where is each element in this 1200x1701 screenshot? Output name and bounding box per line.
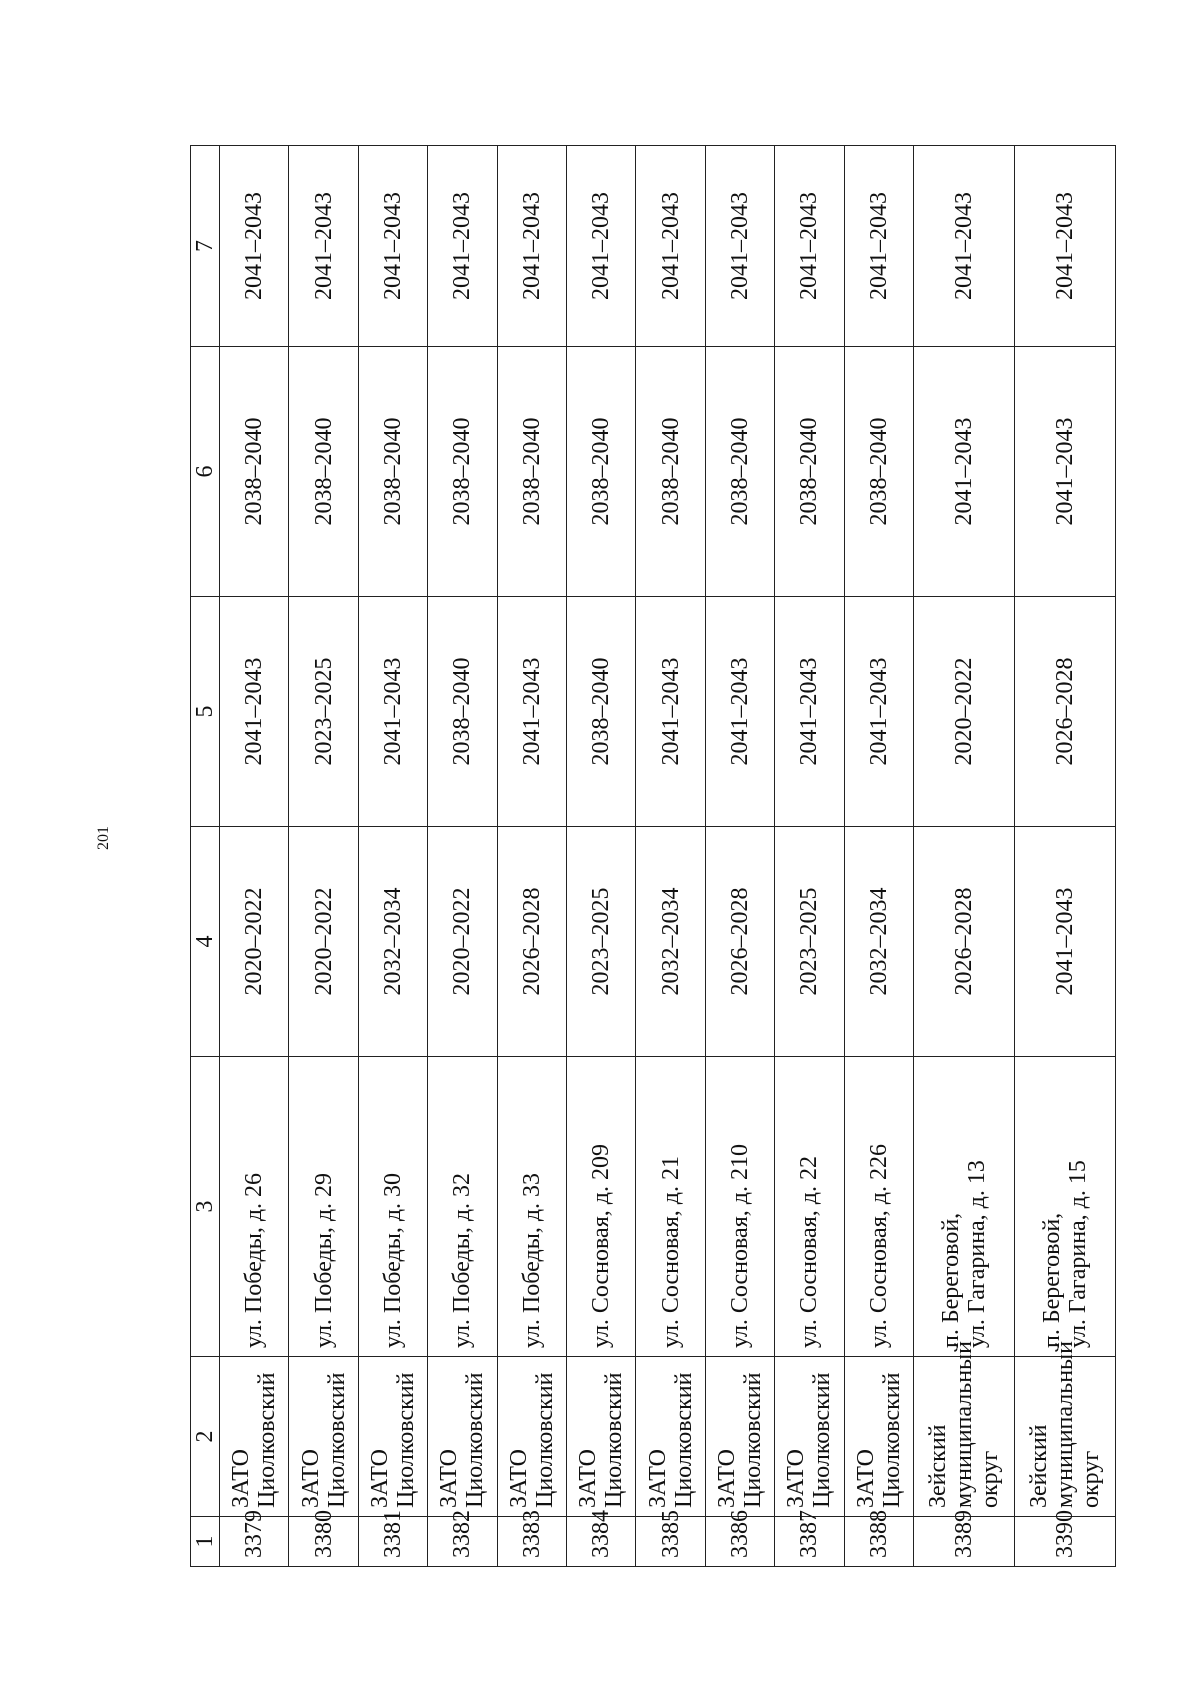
period-cell-text: 2041–2043 — [1051, 887, 1078, 996]
row-number-text: 3379 — [241, 1510, 268, 1558]
period-cell — [497, 146, 566, 347]
period-cell-text: 2020–2022 — [241, 887, 268, 996]
table-row — [428, 146, 497, 1567]
period-cell — [289, 827, 358, 1057]
row-number-text: 3390 — [1051, 1510, 1078, 1558]
page-number: 201 — [95, 826, 112, 850]
district-cell-text: ЗАТО Циолковский — [228, 1372, 281, 1508]
address-cell-text: п. Береговой, ул. Гагарина, д. 13 — [937, 1160, 990, 1348]
row-number-text: 3388 — [865, 1510, 892, 1558]
period-cell — [913, 597, 1014, 827]
district-cell — [1014, 1340, 1115, 1517]
row-number-text: 3385 — [657, 1510, 684, 1558]
address-cell-text: ул. Победы, д. 29 — [310, 1172, 337, 1348]
period-cell — [220, 347, 289, 597]
row-number-text: 3380 — [310, 1510, 337, 1558]
column-header: 1 — [191, 1517, 220, 1567]
period-cell-text: 2038–2040 — [379, 417, 406, 526]
period-cell-text: 2038–2040 — [726, 417, 753, 526]
district-cell-text: Зейский муниципальный округ — [924, 1340, 1003, 1508]
period-cell — [913, 347, 1014, 597]
row-number — [636, 1510, 705, 1567]
district-cell-text: ЗАТО Циолковский — [575, 1372, 628, 1508]
address-cell-text: ул. Сосновая, д. 21 — [657, 1156, 684, 1348]
column-header: 4 — [191, 827, 220, 1057]
address-cell — [913, 1057, 1014, 1357]
period-cell — [636, 347, 705, 597]
period-cell-text: 2026–2028 — [1051, 657, 1078, 766]
district-cell — [705, 1357, 774, 1517]
period-cell — [775, 347, 844, 597]
district-cell-text: ЗАТО Циолковский — [505, 1372, 558, 1508]
address-cell — [1014, 1057, 1115, 1357]
address-cell — [844, 1057, 913, 1357]
district-cell — [220, 1357, 289, 1517]
address-cell-text: ул. Сосновая, д. 22 — [796, 1156, 823, 1348]
district-cell-text: ЗАТО Циолковский — [783, 1372, 836, 1508]
period-cell — [844, 597, 913, 827]
schedule-table — [190, 145, 1116, 1567]
address-cell — [636, 1057, 705, 1357]
table-row — [705, 146, 774, 1567]
period-cell-text: 2032–2034 — [657, 887, 684, 996]
period-cell-text: 2041–2043 — [865, 657, 892, 766]
period-cell — [566, 827, 635, 1057]
district-cell — [497, 1357, 566, 1517]
period-cell-text: 2041–2043 — [796, 657, 823, 766]
district-cell — [566, 1357, 635, 1517]
period-cell-text: 2041–2043 — [588, 192, 615, 300]
row-number-text: 3386 — [726, 1510, 753, 1558]
address-cell-text: ул. Сосновая, д. 226 — [865, 1144, 892, 1348]
period-cell — [844, 146, 913, 347]
period-cell — [566, 597, 635, 827]
period-cell — [220, 146, 289, 347]
period-cell-text: 2038–2040 — [588, 417, 615, 526]
period-cell — [497, 827, 566, 1057]
period-cell-text: 2041–2043 — [1051, 192, 1078, 300]
district-cell — [428, 1357, 497, 1517]
table-row — [775, 146, 844, 1567]
period-cell-text: 2041–2043 — [241, 657, 268, 766]
table-row — [1014, 146, 1115, 1567]
period-cell-text: 2041–2043 — [726, 657, 753, 766]
period-cell — [913, 146, 1014, 347]
period-cell-text: 2041–2043 — [310, 192, 337, 300]
row-number — [497, 1510, 566, 1567]
period-cell — [497, 347, 566, 597]
row-number-text: 3389 — [950, 1510, 977, 1558]
period-cell-text: 2038–2040 — [865, 417, 892, 526]
row-number — [705, 1510, 774, 1567]
period-cell-text: 2038–2040 — [449, 417, 476, 526]
column-header: 2 — [191, 1357, 220, 1517]
table-row — [636, 146, 705, 1567]
row-number-text: 3387 — [796, 1510, 823, 1558]
period-cell-text: 2026–2028 — [518, 887, 545, 996]
period-cell — [1014, 597, 1115, 827]
period-cell-text: 2038–2040 — [657, 417, 684, 526]
period-cell — [358, 597, 427, 827]
column-header: 6 — [191, 347, 220, 597]
district-cell — [913, 1340, 1014, 1517]
period-cell — [913, 827, 1014, 1057]
address-cell — [428, 1057, 497, 1357]
period-cell — [705, 597, 774, 827]
address-cell — [358, 1057, 427, 1357]
period-cell — [1014, 347, 1115, 597]
period-cell-text: 2026–2028 — [726, 887, 753, 996]
row-number — [289, 1510, 358, 1567]
schedule-table-container — [190, 146, 1116, 1567]
period-cell — [428, 827, 497, 1057]
address-cell — [289, 1057, 358, 1357]
period-cell-text: 2038–2040 — [796, 417, 823, 526]
period-cell — [844, 347, 913, 597]
address-cell — [705, 1057, 774, 1357]
period-cell-text: 2020–2022 — [950, 657, 977, 766]
period-cell-text: 2041–2043 — [1051, 417, 1078, 526]
column-header: 7 — [191, 146, 220, 347]
district-cell-text: ЗАТО Циолковский — [436, 1372, 489, 1508]
period-cell-text: 2038–2040 — [310, 417, 337, 526]
period-cell — [775, 146, 844, 347]
column-header: 5 — [191, 597, 220, 827]
district-cell — [289, 1357, 358, 1517]
period-cell — [705, 827, 774, 1057]
row-number — [358, 1510, 427, 1567]
district-cell-text: ЗАТО Циолковский — [366, 1372, 419, 1508]
period-cell-text: 2041–2043 — [657, 657, 684, 766]
period-cell — [358, 347, 427, 597]
table-row — [844, 146, 913, 1567]
row-number — [844, 1510, 913, 1567]
period-cell — [636, 146, 705, 347]
period-cell-text: 2020–2022 — [449, 887, 476, 996]
period-cell — [566, 347, 635, 597]
address-cell — [775, 1057, 844, 1357]
period-cell-text: 2041–2043 — [726, 192, 753, 300]
row-number-text: 3382 — [449, 1510, 476, 1558]
period-cell-text: 2038–2040 — [449, 657, 476, 766]
row-number — [566, 1510, 635, 1567]
period-cell-text: 2041–2043 — [518, 657, 545, 766]
period-cell — [1014, 146, 1115, 347]
district-cell-text: ЗАТО Циолковский — [297, 1372, 350, 1508]
district-cell — [775, 1357, 844, 1517]
period-cell — [844, 827, 913, 1057]
period-cell — [775, 597, 844, 827]
period-cell — [566, 146, 635, 347]
header-row — [191, 146, 220, 1567]
row-number-text: 3383 — [518, 1510, 545, 1558]
period-cell — [497, 597, 566, 827]
row-number — [428, 1510, 497, 1567]
district-cell-text: ЗАТО Циолковский — [852, 1372, 905, 1508]
period-cell-text: 2038–2040 — [588, 657, 615, 766]
period-cell — [289, 347, 358, 597]
period-cell — [220, 597, 289, 827]
row-number — [220, 1510, 289, 1567]
period-cell-text: 2032–2034 — [865, 887, 892, 996]
table-body — [220, 146, 1116, 1567]
address-cell — [566, 1057, 635, 1357]
district-cell-text: ЗАТО Циолковский — [713, 1372, 766, 1508]
table-row — [566, 146, 635, 1567]
period-cell — [636, 827, 705, 1057]
period-cell-text: 2038–2040 — [241, 417, 268, 526]
period-cell — [428, 597, 497, 827]
period-cell-text: 2023–2025 — [588, 887, 615, 996]
district-cell — [358, 1357, 427, 1517]
address-cell — [497, 1057, 566, 1357]
district-cell-text: ЗАТО Циолковский — [644, 1372, 697, 1508]
period-cell-text: 2020–2022 — [310, 887, 337, 996]
row-number — [913, 1510, 1014, 1567]
address-cell — [220, 1057, 289, 1357]
period-cell — [289, 597, 358, 827]
period-cell-text: 2041–2043 — [657, 192, 684, 300]
period-cell — [358, 146, 427, 347]
period-cell-text: 2041–2043 — [796, 192, 823, 300]
period-cell-text: 2032–2034 — [379, 887, 406, 996]
period-cell — [705, 347, 774, 597]
period-cell — [428, 146, 497, 347]
district-cell-text: Зейский муниципальный округ — [1025, 1340, 1104, 1508]
address-cell-text: ул. Сосновая, д. 210 — [726, 1144, 753, 1348]
period-cell — [1014, 827, 1115, 1057]
address-cell-text: ул. Победы, д. 33 — [518, 1172, 545, 1348]
district-cell — [636, 1357, 705, 1517]
district-cell — [844, 1357, 913, 1517]
table-row — [220, 146, 289, 1567]
period-cell — [775, 827, 844, 1057]
row-number — [1014, 1510, 1115, 1567]
period-cell-text: 2041–2043 — [518, 192, 545, 300]
address-cell-text: ул. Победы, д. 30 — [379, 1172, 406, 1348]
period-cell-text: 2026–2028 — [950, 887, 977, 996]
period-cell-text: 2041–2043 — [950, 192, 977, 300]
period-cell-text: 2041–2043 — [865, 192, 892, 300]
row-number-text: 3381 — [379, 1510, 406, 1558]
period-cell — [220, 827, 289, 1057]
period-cell-text: 2041–2043 — [379, 657, 406, 766]
period-cell — [705, 146, 774, 347]
period-cell-text: 2041–2043 — [950, 417, 977, 526]
table-row — [289, 146, 358, 1567]
address-cell-text: п. Береговой, ул. Гагарина, д. 15 — [1038, 1160, 1091, 1348]
row-number-text: 3384 — [588, 1510, 615, 1558]
column-header: 3 — [191, 1057, 220, 1357]
period-cell-text: 2041–2043 — [241, 192, 268, 300]
period-cell — [428, 347, 497, 597]
period-cell-text: 2023–2025 — [796, 887, 823, 996]
period-cell — [358, 827, 427, 1057]
address-cell-text: ул. Сосновая, д. 209 — [588, 1144, 615, 1348]
period-cell-text: 2041–2043 — [449, 192, 476, 300]
row-number — [775, 1510, 844, 1567]
table-row — [358, 146, 427, 1567]
period-cell-text: 2038–2040 — [518, 417, 545, 526]
table-row — [913, 146, 1014, 1567]
period-cell-text: 2041–2043 — [379, 192, 406, 300]
period-cell — [289, 146, 358, 347]
period-cell-text: 2023–2025 — [310, 657, 337, 766]
address-cell-text: ул. Победы, д. 26 — [241, 1172, 268, 1348]
table-row — [497, 146, 566, 1567]
period-cell — [636, 597, 705, 827]
address-cell-text: ул. Победы, д. 32 — [449, 1172, 476, 1348]
